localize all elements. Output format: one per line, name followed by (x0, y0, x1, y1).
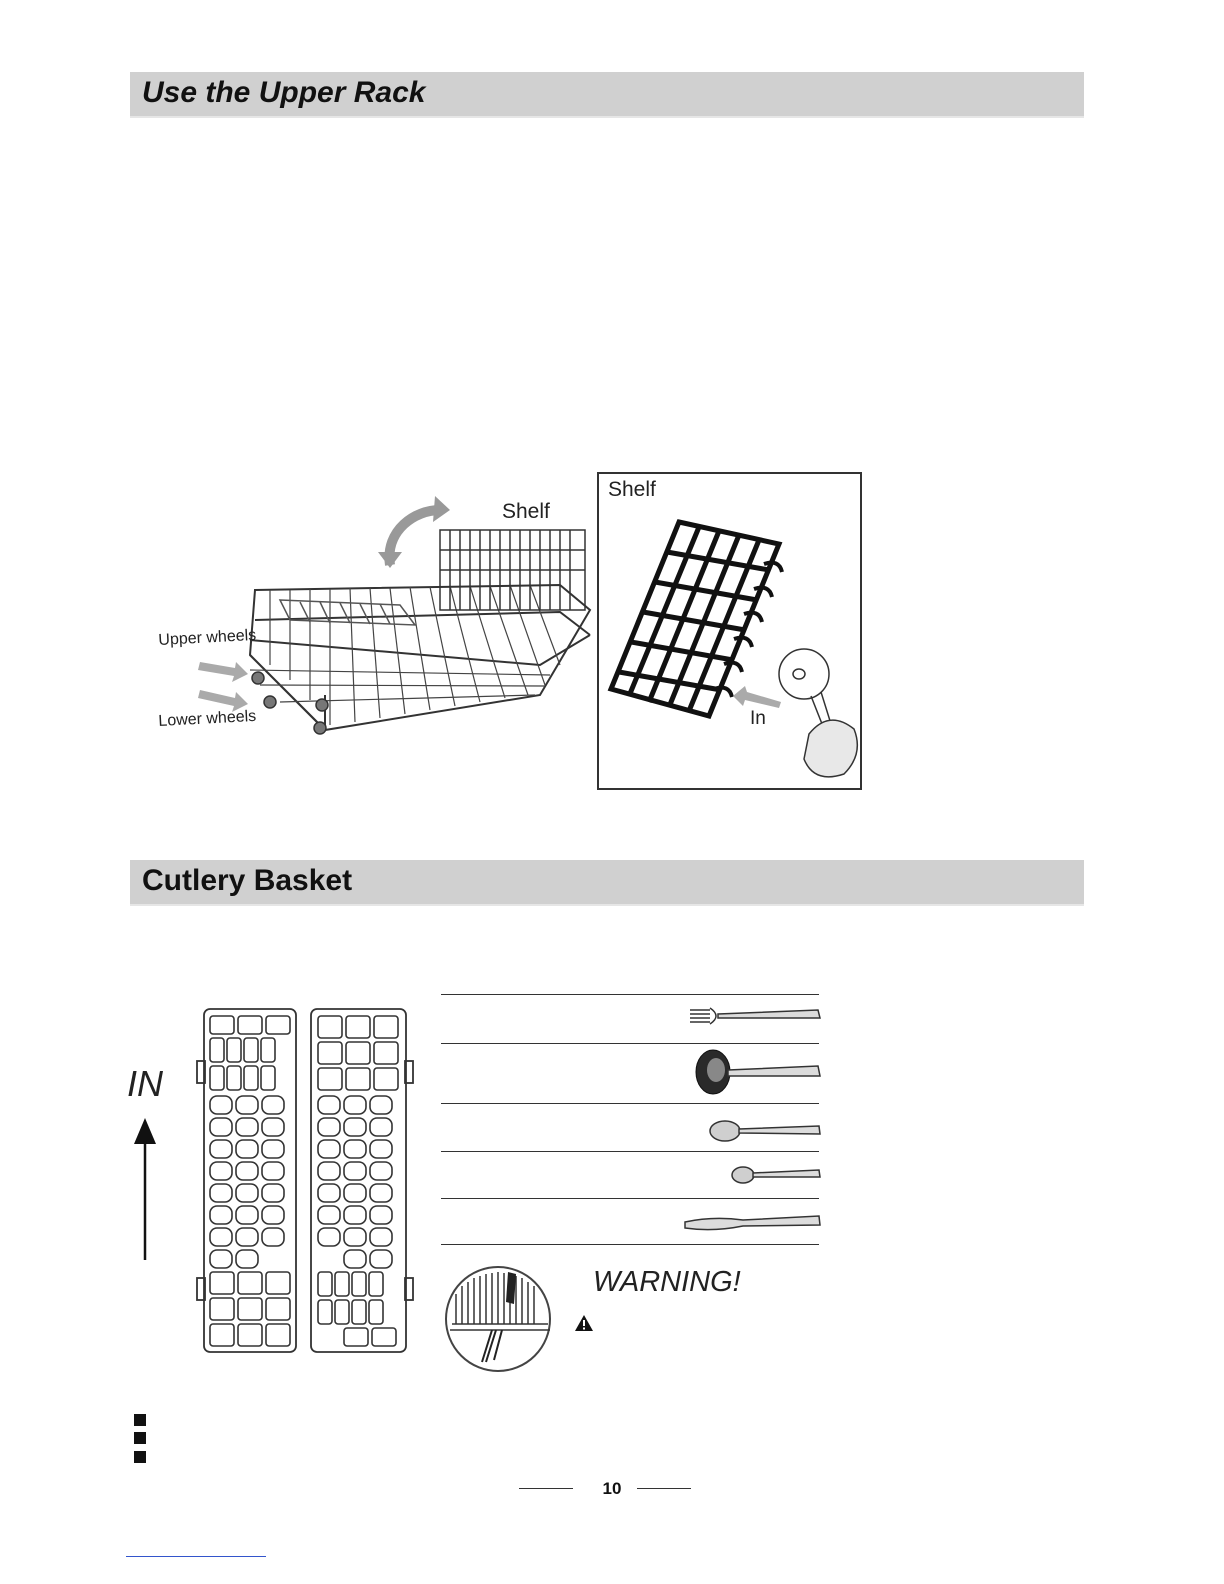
section-title: Cutlery Basket (142, 864, 353, 897)
upper-wheels-label: Upper wheels (158, 626, 257, 649)
row-divider (441, 1151, 819, 1152)
row-divider (441, 1103, 819, 1104)
shelf-label: Shelf (502, 500, 550, 523)
soup-spoon-icon (709, 1117, 822, 1145)
page-number: 10 (602, 1479, 622, 1498)
knife-in-basket-warning-illustration (444, 1264, 554, 1374)
shelf-glass-illustration (599, 474, 860, 788)
shelf-detail-label: Shelf (608, 478, 656, 501)
row-divider (441, 994, 819, 995)
bullet-icon (134, 1432, 146, 1444)
fork-icon (688, 1004, 822, 1026)
section-title: Use the Upper Rack (142, 76, 426, 109)
row-divider (441, 1244, 819, 1245)
bullet-icon (134, 1451, 146, 1463)
cutlery-basket-illustration (194, 1006, 416, 1356)
row-divider (441, 1198, 819, 1199)
in-label: In (750, 708, 766, 729)
section-header-cutlery-basket (130, 860, 1084, 904)
ladle-icon (694, 1048, 822, 1096)
teaspoon-icon (731, 1164, 822, 1186)
footer-link-underline[interactable] (126, 1556, 266, 1557)
bullet-icon (134, 1414, 146, 1426)
knife-icon (683, 1212, 822, 1234)
warning-triangle-icon (574, 1314, 594, 1332)
lower-wheels-label: Lower wheels (158, 707, 257, 730)
warning-title: WARNING! (593, 1266, 741, 1298)
shelf-detail-figure (597, 472, 862, 790)
row-divider (441, 1043, 819, 1044)
direction-arrow-icon (132, 1118, 158, 1262)
direction-label: IN (127, 1063, 163, 1104)
section-header-upper-rack (130, 72, 1084, 116)
page-number-rule (637, 1488, 691, 1489)
